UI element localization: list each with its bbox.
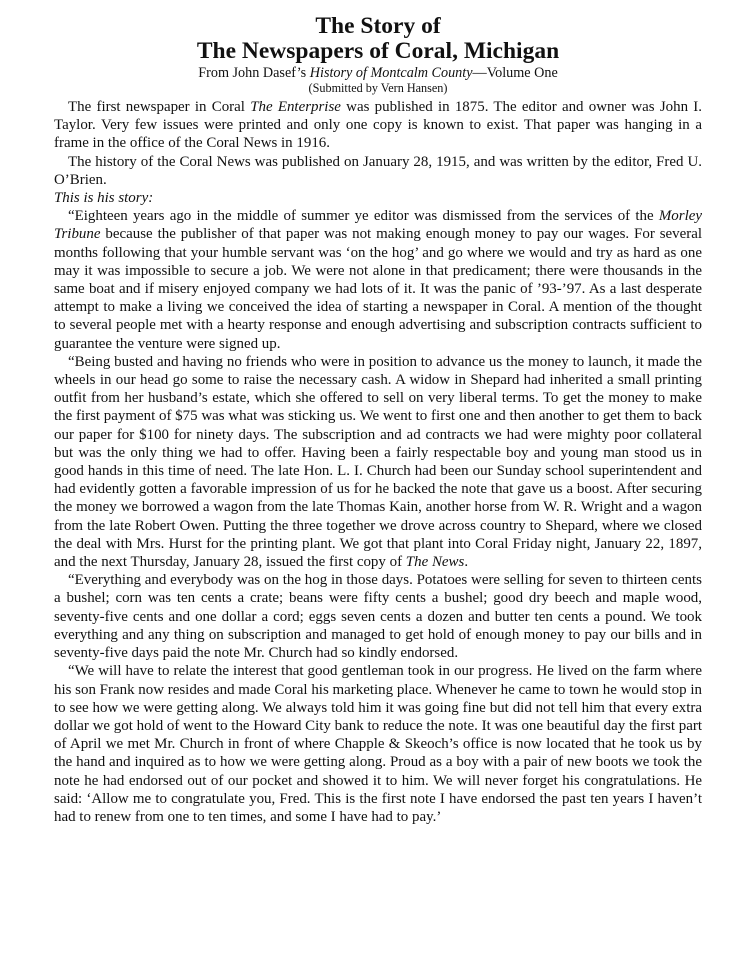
p4-newspaper-name: The News — [405, 554, 465, 571]
p3-newspaper-name: Morley Tribune — [54, 208, 702, 243]
source-attribution — [54, 65, 702, 81]
paragraph-5: “Everything and everybody was on the hog in those days. Potatoes were selling for seven to thirteen cents a bushel; corn was ten cents a crate; beans were fifty cents a bushel; good dry beech and maple wood, seventy-five cents and one dollar a cord; eggs seven cents a dozen and butter ten cents a pound. We took everything and any thing on subscription and managed to get hold of enough money to pay our bills and in seventy-five days paid the note Mr. Church had so kindly endorsed. — [54, 572, 702, 662]
p3-text-a: “Eighteen years ago in the middle of summer ye editor was dismissed from the services of the — [68, 208, 659, 225]
title-line-2: The Newspapers of Coral, Michigan — [196, 38, 560, 64]
paragraph-2: The history of the Coral News was published on January 28, 1915, and was written by the editor, Fred U. O’Brien. — [54, 153, 702, 188]
p3-text-c: because the publisher of that paper was not making enough money to pay our wages. For several months following that your humble servant was ‘on the hog’ and go where we would and try as hard as one may it was impossible to secure a job. We were not alone in that predicament; there were thousands in the same boat and if misery enjoyed company we had lots of it. It was the panic of ’93-’97. As a last desperate attempt to make a living we conceived the idea of starting a newspaper in Coral. A mention of the thought to several people met with a hearty response and enough advertising and subscription contracts sufficient to guarantee the venture were signed up. — [54, 226, 702, 352]
p4-text-c: . — [464, 554, 469, 571]
submitted-by: (Submitted by Vern Hansen) — [308, 81, 448, 95]
title-line-1: The Story of — [315, 13, 441, 39]
source-book-title: History of Montcalm County — [309, 65, 473, 81]
story-label: This is his story: — [54, 190, 154, 207]
p4-text-a: “Being busted and having no friends who were in position to advance us the money to launch, it made the wheels in our head go some to raise the necessary cash. A widow in Shepard had inherited a small printing outfit from her husband’s estate, which she offered to sell on very liberal terms. To get the money to make the first payment of $75 was what was sticking us. We went to first one and then another to get them to back our paper for $100 for ninety days. The subscription and ad contracts we had were mighty poor collateral but was the only thing we had to offer. Having been a fairly respectable boy and young man stood us in good hands in this time of need. The late Hon. L. I. Church had been our Sunday school superintendent and had evidently gotten a favorable impression of us for he backed the note that gave us a boost. After securing the money we borrowed a wagon from the late Thomas Kain, another horse from W. R. Wright and a wagon from the late Robert Owen. Putting the three together we drove across country to Shepard, where we closed the deal with Mrs. Hurst for the printing plant. We got that plant into Coral Friday night, January 22, 1897, and the next Thursday, January 28, issued the first copy of — [54, 353, 702, 571]
paragraph-4 — [54, 353, 702, 571]
source-suffix: —Volume One — [472, 65, 558, 81]
document-page — [54, 14, 702, 826]
paragraph-3 — [54, 207, 702, 353]
article-body — [54, 98, 702, 826]
paragraph-1 — [54, 98, 702, 153]
article-title — [54, 14, 702, 64]
p1-text-c: was published in 1875. The editor and owner was John I. Taylor. Very few issues were printed and only one copy is known to exist. That paper was hanging in a frame in the office of the Coral News in 1916. — [54, 99, 702, 152]
p1-newspaper-name: The Enterprise — [250, 99, 341, 115]
paragraph-6: “We will have to relate the interest that good gentleman took in our progress. He lived on the farm where his son Frank now resides and made Coral his marketing place. Whenever he came to town he would stop in to see how we were getting along. We always told him it was going fine but did not tell him that every extra dollar we got hold of went to the Howard City bank to reduce the note. It was one beautiful day the first part of April we met Mr. Church in front of where Chapple & Skeoch’s office is now located that he took us by the hand and inquired as to how we were getting along. Proud as a boy with a pair of new boots we took the note he had endorsed out of our pocket and showed it to him. We will never forget his congratulations. He said: ‘Allow me to congratulate you, Fred. This is the first note I have endorsed the past ten years I haven’t had to renew from one to ten times, and some I have had to pay.’ — [54, 663, 702, 825]
source-prefix: From John Dasef’s — [198, 65, 310, 81]
p1-text-a: The first newspaper in Coral — [68, 99, 251, 115]
